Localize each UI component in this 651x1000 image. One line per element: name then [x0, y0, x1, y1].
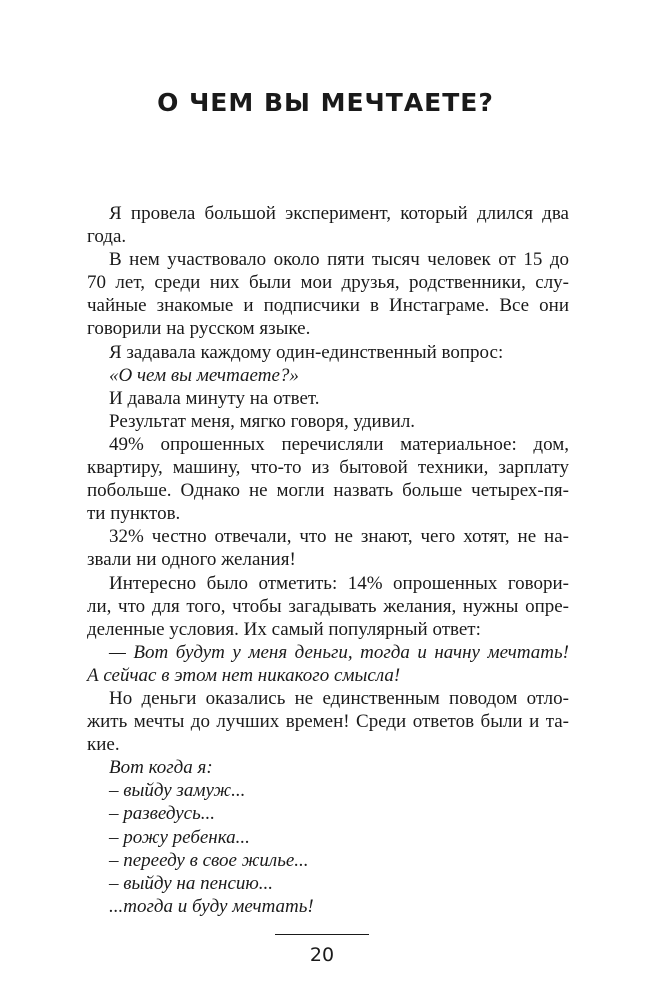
footer-rule [275, 934, 369, 935]
text-line: И давала минуту на ответ. [109, 387, 320, 409]
text-line: Интересно было отметить: 14% опрошенных говори- [109, 572, 569, 594]
text-line: В нем участвовало около пяти тысяч человек от 15 до [109, 249, 569, 271]
page-title: О ЧЕМ ВЫ МЕЧТАЕТЕ? [157, 88, 494, 117]
text-line: Я провела большой эксперимент, который длился два [109, 203, 569, 224]
text-line: Но деньги оказались не единственным поводом отло- [109, 687, 569, 709]
text-line: чайные знакомые и подписчики в Инстаграме. Все они [87, 295, 569, 317]
text-line: Вот когда я: [109, 757, 213, 779]
text-line: кие. [87, 734, 120, 756]
text-line: 70 лет, среди них были мои друзья, родственники, слу- [87, 272, 569, 294]
text-line: 49% опрошенных перечисляли материальное: дом, [109, 433, 569, 455]
text-line: – разведусь... [109, 803, 215, 825]
text-line: ли, что для того, чтобы загадывать желания, нужны опре- [87, 595, 569, 617]
text-line: – рожу ребенка... [109, 826, 250, 848]
text-line: – выйду на пенсию... [109, 872, 274, 894]
text-line: ...тогда и буду мечтать! [109, 895, 314, 917]
text-line: – выйду замуж... [109, 780, 246, 802]
text-line: побольше. Однако не могли назвать больше четырех-пя- [87, 480, 569, 502]
text-line: звали ни одного желания! [87, 549, 296, 571]
text-line: квартиру, машину, что-то из бытовой техники, зарплату [87, 457, 569, 479]
body-text [87, 202, 569, 918]
text-line: «О чем вы мечтаете?» [109, 364, 299, 386]
text-line: 32% честно отвечали, что не знают, чего хотят, не на- [109, 526, 569, 548]
text-line: – перееду в свое жилье... [109, 849, 309, 871]
text-line: Результат меня, мягко говоря, удивил. [109, 410, 416, 432]
text-line: ти пунктов. [87, 503, 181, 525]
text-line: Я задавала каждому один-единственный вопрос: [109, 341, 504, 363]
text-line: А сейчас в этом нет никакого смысла! [87, 664, 401, 686]
text-line: жить мечты до лучших времен! Среди ответов были и та- [87, 711, 569, 733]
text-line: деленные условия. Их самый популярный ответ: [87, 618, 481, 640]
text-line: — Вот будут у меня деньги, тогда и начну мечтать! [109, 641, 569, 663]
text-line: говорили на русском языке. [87, 318, 311, 340]
page-number: 20 [309, 944, 335, 966]
text-line: года. [87, 226, 127, 248]
